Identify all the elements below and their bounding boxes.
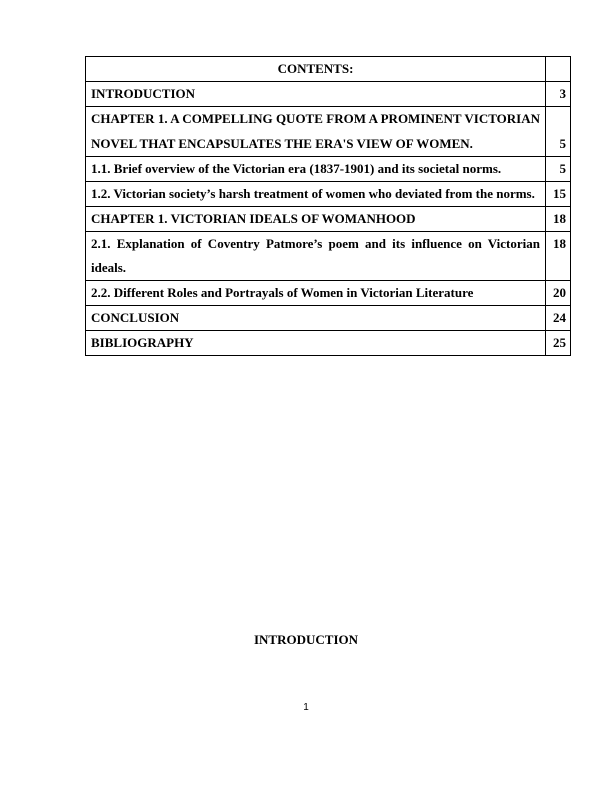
toc-row <box>86 232 571 281</box>
toc-entry-label: 1.1. Brief overview of the Victorian era (1837-1901) and its societal norms. <box>86 157 546 182</box>
table-of-contents <box>85 56 571 356</box>
toc-entry-page: 5 <box>546 157 571 182</box>
toc-title-row <box>86 57 571 82</box>
toc-row <box>86 82 571 107</box>
toc-row <box>86 331 571 356</box>
toc-entry-page: 3 <box>546 82 571 107</box>
toc-entry-label: BIBLIOGRAPHY <box>86 331 546 356</box>
toc-entry-label: CONCLUSION <box>86 306 546 331</box>
toc-title: CONTENTS: <box>86 57 546 82</box>
toc-entry-page: 20 <box>546 281 571 306</box>
toc-row <box>86 281 571 306</box>
toc-entry-page: 24 <box>546 306 571 331</box>
page-number: 1 <box>303 702 309 713</box>
toc-entry-label: 2.1. Explanation of Coventry Patmore’s poem and its influence on Victorian ideals. <box>86 232 546 281</box>
toc-row <box>86 306 571 331</box>
toc-entry-page: 18 <box>546 207 571 232</box>
toc-row <box>86 107 571 157</box>
toc-entry-label: CHAPTER 1. VICTORIAN IDEALS OF WOMANHOOD <box>86 207 546 232</box>
toc-entry-page: 18 <box>546 232 571 281</box>
toc-entry-page: 25 <box>546 331 571 356</box>
toc-entry-label: CHAPTER 1. A COMPELLING QUOTE FROM A PROMINENT VICTORIAN NOVEL THAT ENCAPSULATES THE ERA'S VIEW OF WOMEN. <box>86 107 546 157</box>
toc-entry-page: 15 <box>546 182 571 207</box>
toc-entry-label: INTRODUCTION <box>86 82 546 107</box>
section-heading: INTRODUCTION <box>253 632 358 647</box>
toc-title-page-cell <box>546 57 571 82</box>
toc-entry-label: 2.2. Different Roles and Portrayals of Women in Victorian Literature <box>86 281 546 306</box>
toc-row <box>86 207 571 232</box>
toc-row <box>86 182 571 207</box>
toc-entry-page: 5 <box>546 107 571 157</box>
toc-entry-label: 1.2. Victorian society’s harsh treatment of women who deviated from the norms. <box>86 182 546 207</box>
toc-row <box>86 157 571 182</box>
